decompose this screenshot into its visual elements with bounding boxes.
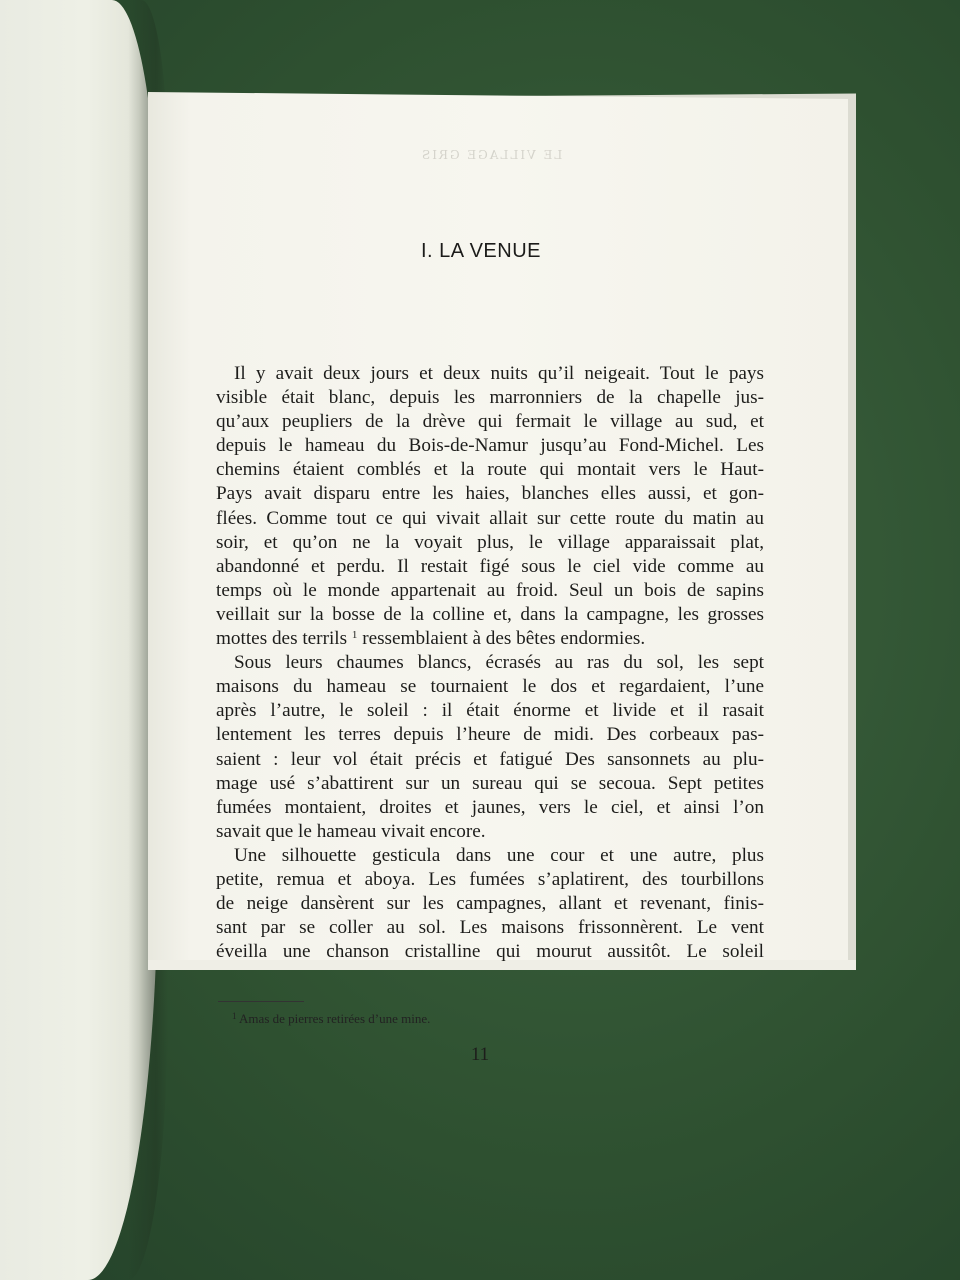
text-line: abandonné et perdu. Il restait figé sous le ciel vide comme au	[216, 555, 764, 577]
footnote-reference: 1	[351, 629, 358, 642]
text-line: mage usé s’abattirent sur un sureau qui se secoua. Sept petites	[216, 772, 764, 794]
text-line: de neige dansèrent sur les campagnes, allant et revenant, finis-	[216, 893, 764, 915]
footnote	[232, 1011, 430, 1027]
text-line: éveilla une chanson cristalline qui mourut aussitôt. Le soleil	[216, 941, 764, 963]
text-line: chemins étaient comblés et la route qui montait vers le Haut-	[216, 459, 764, 481]
footnote-divider	[218, 1001, 304, 1002]
text-line: petite, remua et aboya. Les fumées s’aplatirent, des tourbillons	[216, 868, 764, 890]
text-line: flées. Comme tout ce qui vivait allait sur cette route du matin au	[216, 507, 764, 529]
footnote-line-before: mottes des terrils	[216, 628, 348, 650]
text-line	[216, 627, 764, 651]
text-line: sant par se coller au sol. Les maisons frissonnèrent. Le vent	[216, 917, 764, 939]
footnote-line-after: ressemblaient à des bêtes endormies.	[362, 628, 646, 650]
text-line: depuis le hameau du Bois-de-Namur jusqu’au Fond-Michel. Les	[216, 435, 764, 457]
text-line: temps où le monde appartenait au froid. Seul un bois de sapins	[216, 579, 764, 601]
text-line: après l’autre, le soleil : il était énorme et livide et il rasait	[216, 700, 764, 722]
body-text	[216, 362, 764, 964]
text-line: Pays avait disparu entre les haies, blanches elles aussi, et gon-	[216, 483, 764, 505]
text-line: soir, et qu’on ne la voyait plus, le village apparaissait plat,	[216, 531, 764, 553]
footnote-text: Amas de pierres retirées d’une mine.	[239, 1011, 431, 1026]
text-line: qu’aux peupliers de la drève qui fermait le village au sud, et	[216, 411, 764, 433]
chapter-title: I. LA VENUE	[421, 240, 541, 262]
text-line: visible était blanc, depuis les marronniers de la chapelle jus-	[216, 387, 764, 409]
text-line: saient : leur vol était précis et fatigué Des sansonnets au plu-	[216, 748, 764, 770]
text-line: maisons du hameau se tournaient le dos et regardaient, l’une	[216, 676, 764, 698]
text-line: lentement les terres depuis l’heure de midi. Des corbeaux pas-	[216, 724, 764, 746]
running-head-showthrough: LE VILLAGE GRIS	[420, 148, 563, 162]
text-line: Sous leurs chaumes blancs, écrasés au ras du sol, les sept	[234, 652, 764, 674]
footnote-mark: 1	[232, 1011, 237, 1021]
text-line: Il y avait deux jours et deux nuits qu’il neigeait. Tout le pays	[234, 363, 764, 384]
text-line: fumées montaient, droites et jaunes, vers le ciel, et ainsi l’on	[216, 796, 764, 818]
page-number: 11	[470, 1044, 490, 1065]
text-line: veillait sur la bosse de la colline et, dans la campagne, les grosses	[216, 603, 764, 625]
text-line: Une silhouette gesticula dans une cour et une autre, plus	[234, 844, 764, 866]
text-line: savait que le hameau vivait encore.	[216, 820, 486, 842]
